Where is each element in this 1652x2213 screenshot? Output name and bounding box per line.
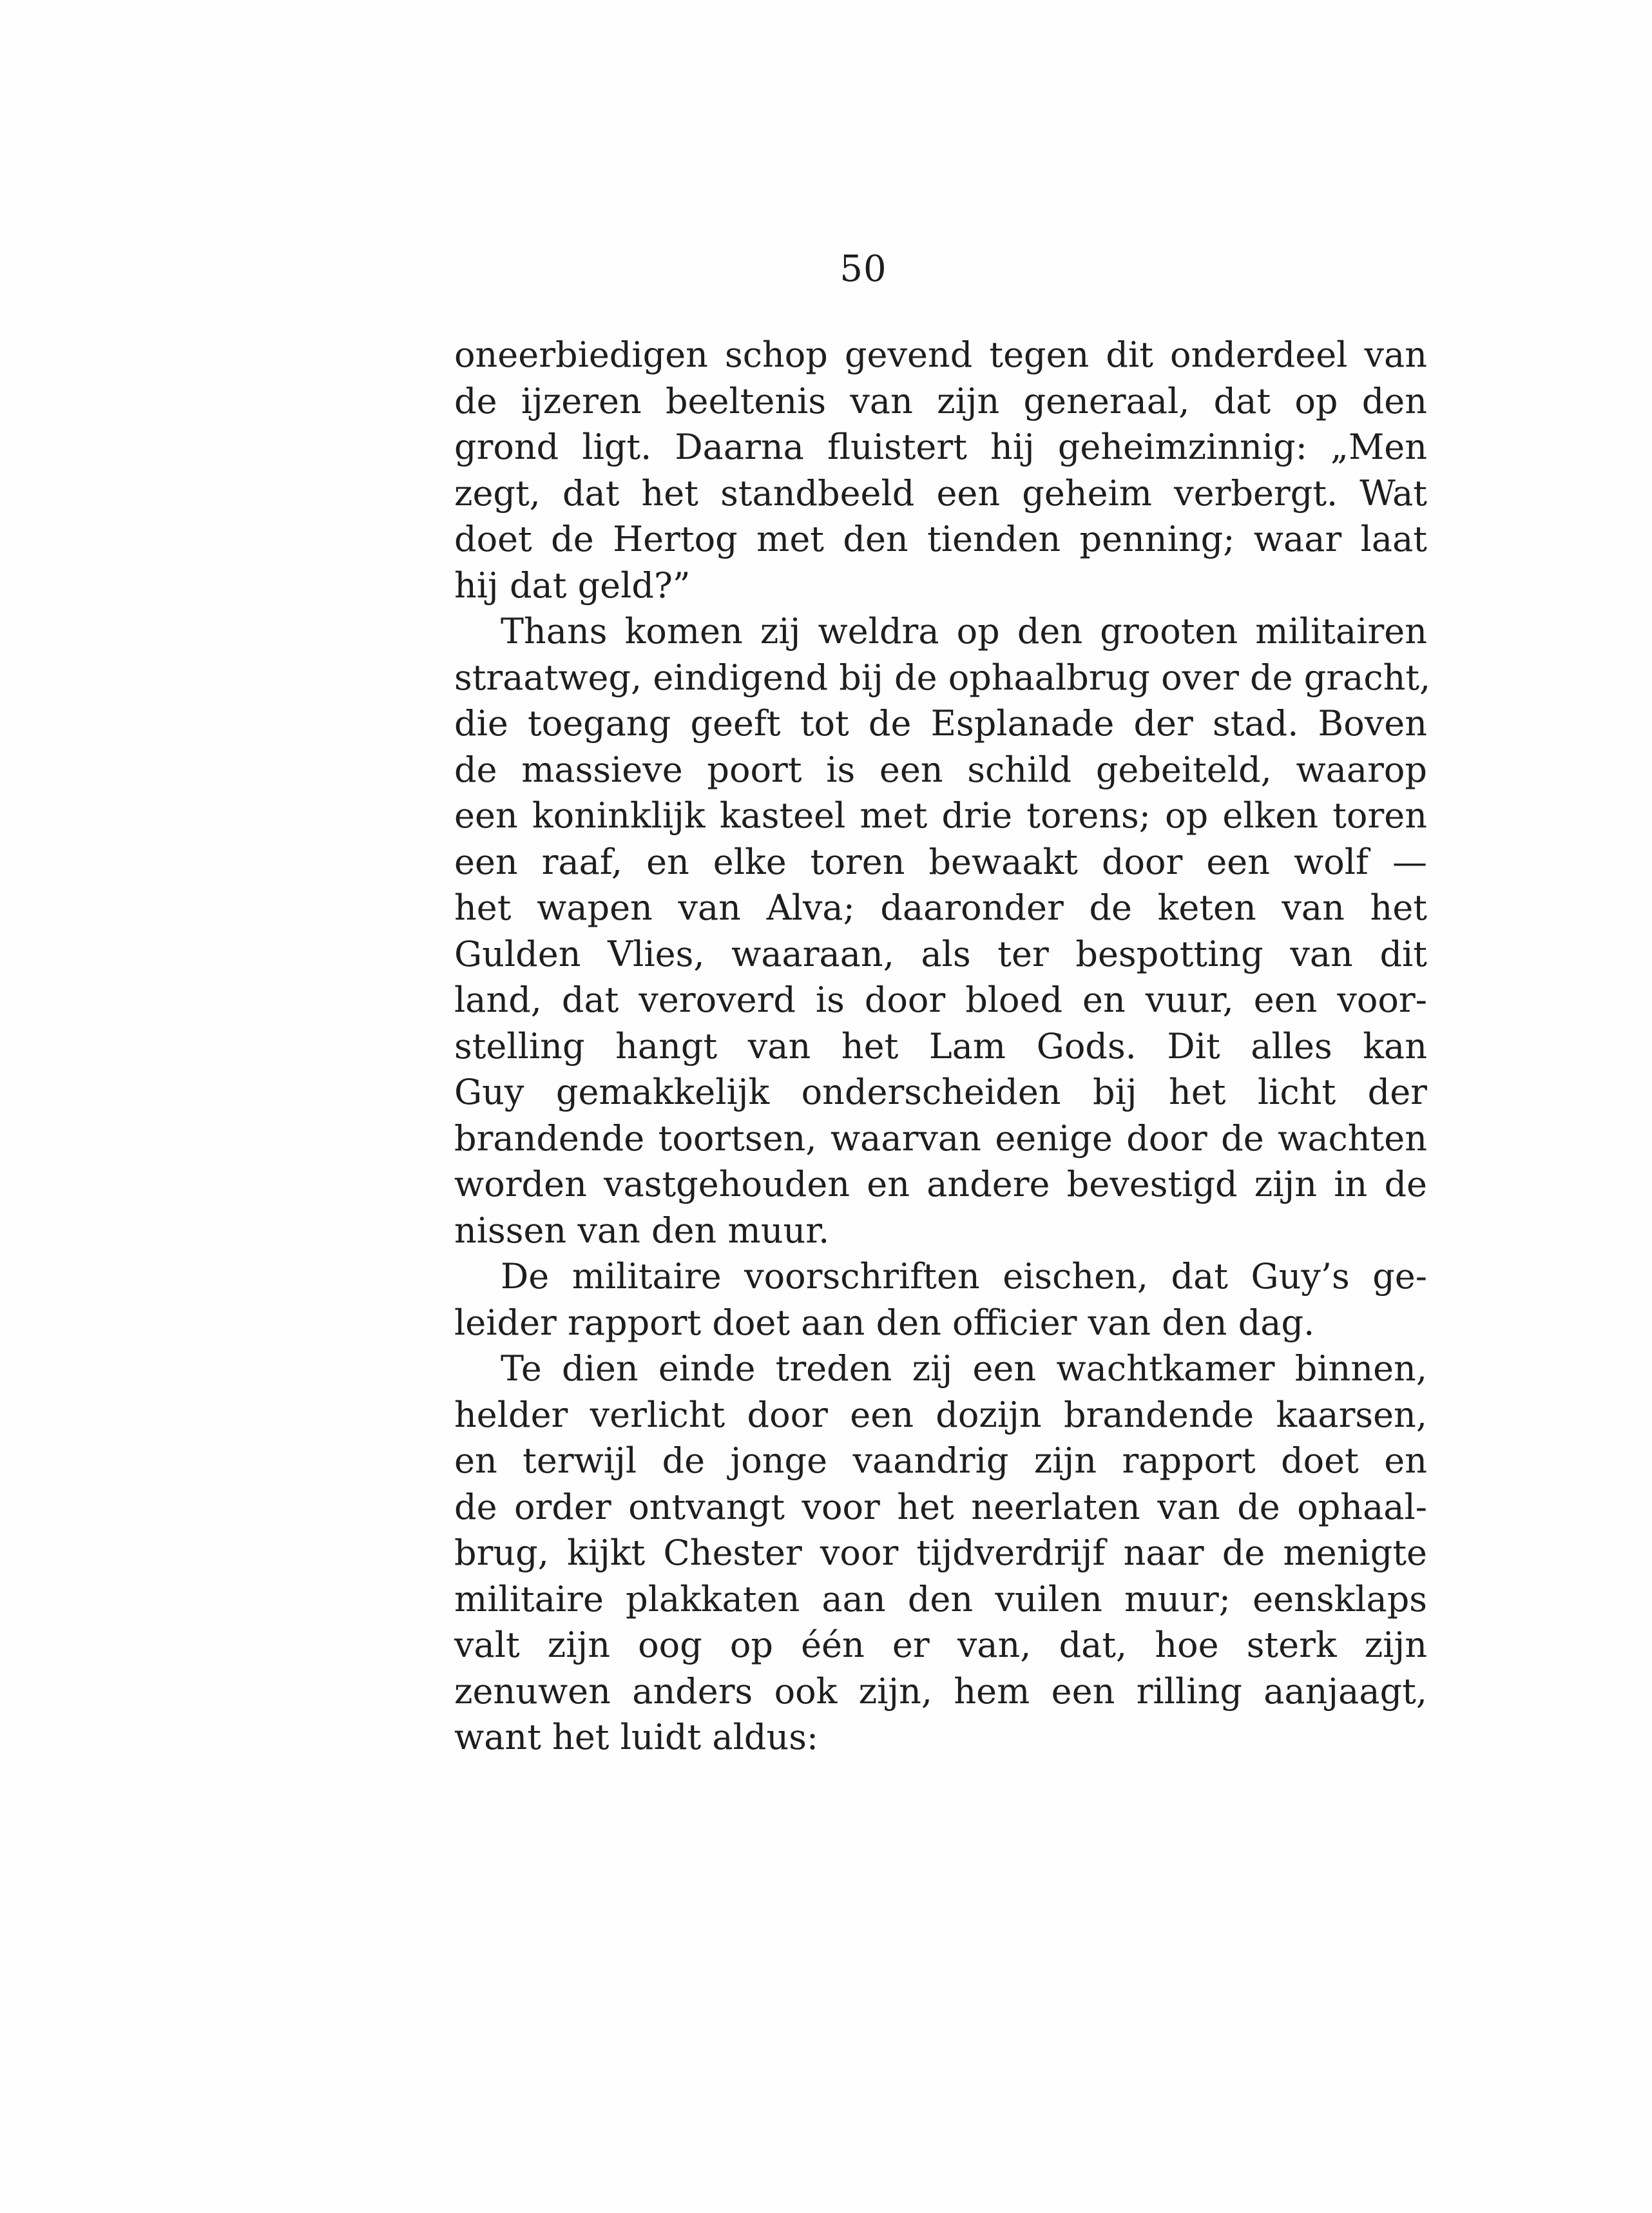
- text-line: hij dat geld?”: [454, 565, 691, 606]
- text-line: een raaf, en elke toren bewaakt door een wolf —: [454, 841, 1427, 882]
- body-text: [454, 332, 1431, 1761]
- text-line: Guy gemakkelijk onderscheiden bij het licht der: [454, 1072, 1427, 1112]
- text-line: en terwijl de jonge vaandrig zijn rapport doet en: [454, 1440, 1427, 1481]
- text-line: zegt, dat het standbeeld een geheim verbergt. Wat: [454, 472, 1427, 514]
- text-line: stelling hangt van het Lam Gods. Dit alles kan: [454, 1025, 1427, 1067]
- text-line: oneerbiedigen schop gevend tegen dit onderdeel van: [454, 334, 1427, 375]
- text-line: land, dat veroverd is door bloed en vuur, een voor-: [454, 980, 1427, 1020]
- text-line: de ijzeren beeltenis van zijn generaal, dat op den: [454, 380, 1427, 421]
- text-line: brug, kijkt Chester voor tijdverdrijf naar de menigte: [454, 1532, 1427, 1573]
- text-line: zenuwen anders ook zijn, hem een rilling aanjaagt,: [454, 1670, 1427, 1712]
- text-line: De militaire voorschriften eischen, dat Guy’s ge-: [501, 1256, 1427, 1297]
- text-line: nissen van den muur.: [454, 1210, 830, 1251]
- text-line: worden vastgehouden en andere bevestigd zijn in de: [454, 1164, 1427, 1204]
- text-line: de massieve poort is een schild gebeiteld, waarop: [454, 749, 1427, 790]
- text-line: een koninklijk kasteel met drie torens; op elken toren: [454, 795, 1427, 836]
- page-number: 50: [840, 248, 887, 290]
- text-line: straatweg, eindigend bij de ophaalbrug over de gracht,: [454, 657, 1431, 698]
- text-line: grond ligt. Daarna fluistert hij geheimzinnig: „Men: [454, 427, 1427, 467]
- text-line: militaire plakkaten aan den vuilen muur; eensklaps: [454, 1578, 1427, 1619]
- text-line: Te dien einde treden zij een wachtkamer binnen,: [501, 1348, 1427, 1389]
- text-line: want het luidt aldus:: [454, 1717, 819, 1757]
- text-line: helder verlicht door een dozijn brandende kaarsen,: [454, 1394, 1427, 1435]
- text-line: leider rapport doet aan den officier van den dag.: [454, 1302, 1315, 1343]
- text-line: Gulden Vlies, waaraan, als ter bespotting van dit: [454, 933, 1427, 974]
- text-line: het wapen van Alva; daaronder de keten van het: [454, 887, 1427, 928]
- text-line: doet de Hertog met den tienden penning; waar laat: [454, 519, 1427, 559]
- text-line: Thans komen zij weldra op den grooten militairen: [501, 611, 1427, 652]
- text-line: die toegang geeft tot de Esplanade der stad. Boven: [454, 703, 1427, 744]
- text-line: de order ontvangt voor het neerlaten van de ophaal-: [454, 1486, 1427, 1527]
- text-line: valt zijn oog op één er van, dat, hoe sterk zijn: [454, 1625, 1427, 1665]
- text-line: brandende toortsen, waarvan eenige door de wachten: [454, 1117, 1427, 1159]
